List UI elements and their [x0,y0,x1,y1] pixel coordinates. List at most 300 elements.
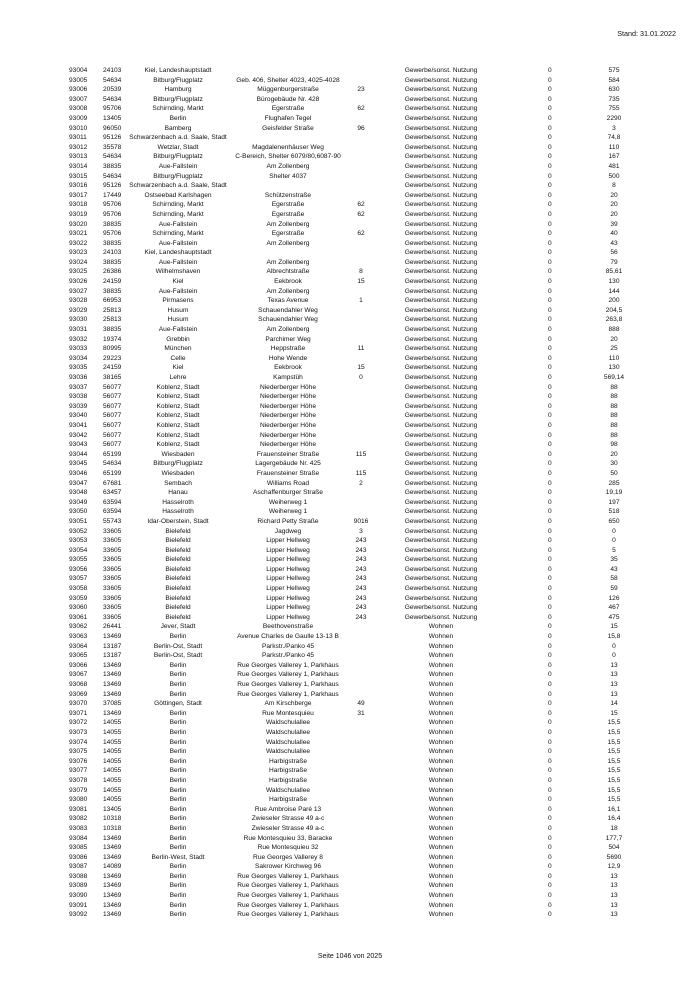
postal-code-cell: 38835 [103,287,122,295]
count-cell: 0 [548,249,552,257]
location-cell: Bielefeld [165,546,191,554]
table-row [0,632,700,642]
street-cell: Waldschulallee [265,728,311,736]
postal-code-cell: 33605 [103,604,122,612]
street-cell: Egerstraße [271,230,305,238]
table-row [0,143,700,153]
area-cell: 35 [610,556,618,564]
street-cell: Harbigstraße [268,767,308,775]
location-cell: Berlin [169,786,187,794]
postal-code-cell: 13469 [103,671,122,679]
house-number-cell: 49 [357,700,365,708]
count-cell: 0 [548,441,552,449]
house-number-cell: 9016 [353,517,369,525]
postal-code-cell: 10318 [103,824,122,832]
count-cell: 0 [548,786,552,794]
count-cell: 0 [548,537,552,545]
street-cell: Lipper Hellweg [266,565,310,573]
location-cell: Bielefeld [165,585,191,593]
street-cell: Am Kirschberge [264,700,312,708]
location-cell: Bitburg/Flugplatz [153,153,203,161]
street-cell: C-Bereich, Shelter 6079/80,6087-90 [235,153,341,161]
postal-code-cell: 38835 [103,220,122,228]
area-cell: 5 [612,546,616,554]
usage-type-cell: Gewerbe/sonst. Nutzung [404,124,478,132]
street-cell: Jagdweg [274,527,302,535]
house-number-cell: 243 [355,537,367,545]
area-cell: 15,5 [607,728,621,736]
usage-type-cell: Wohnen [428,748,454,756]
house-number-cell: 115 [355,450,367,458]
location-cell: Berlin [169,796,187,804]
usage-type-cell: Gewerbe/sonst. Nutzung [404,450,478,458]
postal-code-cell: 13469 [103,853,122,861]
usage-type-cell: Gewerbe/sonst. Nutzung [404,278,478,286]
street-cell: Rue Georges Vallerey 1, Parkhaus [237,882,339,890]
postal-code-cell: 13187 [103,652,122,660]
postal-code-cell: 14055 [103,796,122,804]
area-cell: 0 [612,537,616,545]
usage-type-cell: Gewerbe/sonst. Nutzung [404,114,478,122]
street-cell: Texas Avenue [267,297,309,305]
count-cell: 0 [548,239,552,247]
table-row [0,718,700,728]
location-cell: Bielefeld [165,527,191,535]
area-cell: 30 [610,460,618,468]
area-cell: 15,5 [607,719,621,727]
street-cell: Rue Montesquieu [262,709,314,717]
count-cell: 0 [548,210,552,218]
street-cell: Niederberger Höhe [259,431,317,439]
count-cell: 0 [548,105,552,113]
house-number-cell: 23 [357,86,365,94]
postal-code-cell: 14055 [103,748,122,756]
street-cell: Zwieseler Strasse 49 a-c [251,815,325,823]
location-cell: Bielefeld [165,565,191,573]
postal-code-cell: 13469 [103,901,122,909]
location-cell: Bitburg/Flugplatz [153,76,203,84]
street-cell: Am Zollenberg [266,287,310,295]
count-cell: 0 [548,863,552,871]
table-row [0,565,700,575]
postal-code-cell: 37085 [103,700,122,708]
location-cell: Hanau [168,489,188,497]
table-row [0,853,700,863]
location-cell: Bitburg/Flugplatz [153,95,203,103]
location-cell: Wilhelmshaven [155,268,201,276]
table-row [0,479,700,489]
street-cell: Lipper Hellweg [266,613,310,621]
usage-type-cell: Gewerbe/sonst. Nutzung [404,153,478,161]
property-id-cell: 93081 [69,805,88,813]
street-cell: Lipper Hellweg [266,585,310,593]
location-cell: Jever, Stadt [160,623,196,631]
property-id-cell: 93089 [69,882,88,890]
house-number-cell: 8 [359,268,363,276]
table-row [0,661,700,671]
usage-type-cell: Wohnen [428,757,454,765]
table-row [0,296,700,306]
street-cell: Rue Montesquieu 33, Baracke [243,834,333,842]
usage-type-cell: Gewerbe/sonst. Nutzung [404,335,478,343]
property-id-cell: 93080 [69,796,88,804]
postal-code-cell: 95126 [103,134,122,142]
area-cell: 110 [608,143,620,151]
usage-type-cell: Gewerbe/sonst. Nutzung [404,105,478,113]
location-cell: Idar-Oberstein, Stadt [147,517,209,525]
table-row [0,431,700,441]
area-cell: 43 [610,565,618,573]
property-id-cell: 93087 [69,863,88,871]
property-id-cell: 93029 [69,306,88,314]
count-cell: 0 [548,690,552,698]
count-cell: 0 [548,479,552,487]
table-row [0,85,700,95]
location-cell: Berlin [169,815,187,823]
postal-code-cell: 13405 [103,114,122,122]
house-number-cell: 3 [359,527,363,535]
postal-code-cell: 56077 [103,393,122,401]
property-id-cell: 93042 [69,431,88,439]
count-cell: 0 [548,278,552,286]
location-cell: Bielefeld [165,556,191,564]
area-cell: 15 [610,709,618,717]
location-cell: Bielefeld [165,537,191,545]
count-cell: 0 [548,844,552,852]
location-cell: Berlin [169,901,187,909]
area-cell: 126 [608,594,620,602]
street-cell: Müggenburgerstraße [257,86,319,94]
count-cell: 0 [548,796,552,804]
property-id-cell: 93026 [69,278,88,286]
location-cell: Koblenz, Stadt [156,393,200,401]
property-id-cell: 93041 [69,421,88,429]
table-row [0,344,700,354]
area-cell: 0 [612,527,616,535]
postal-code-cell: 33605 [103,613,122,621]
location-cell: Bielefeld [165,613,191,621]
street-cell: Beethovenstraße [262,623,314,631]
area-cell: 735 [608,95,620,103]
location-cell: Aue-Fallstein [158,258,198,266]
table-row [0,76,700,86]
location-cell: Kiel, Landeshauptstadt [144,67,212,74]
property-id-cell: 93007 [69,95,88,103]
usage-type-cell: Gewerbe/sonst. Nutzung [404,268,478,276]
property-id-cell: 93066 [69,661,88,669]
table-row [0,728,700,738]
table-row [0,95,700,105]
street-cell: Rue Georges Vallerey 1, Parkhaus [237,690,339,698]
area-cell: 575 [608,67,620,74]
usage-type-cell: Wohnen [428,767,454,775]
postal-code-cell: 55743 [103,517,122,525]
postal-code-cell: 80995 [103,345,122,353]
street-cell: Am Zollenberg [266,162,310,170]
table-row [0,239,700,249]
area-cell: 2290 [606,114,622,122]
usage-type-cell: Gewerbe/sonst. Nutzung [404,489,478,497]
property-id-cell: 93064 [69,642,88,650]
usage-type-cell: Wohnen [428,738,454,746]
count-cell: 0 [548,460,552,468]
location-cell: Berlin [169,892,187,900]
postal-code-cell: 13469 [103,690,122,698]
street-cell: Flughafen Tegel [264,114,312,122]
count-cell: 0 [548,383,552,391]
table-row [0,210,700,220]
count-cell: 0 [548,575,552,583]
property-id-cell: 93006 [69,86,88,94]
area-cell: 13 [610,661,618,669]
postal-code-cell: 13469 [103,882,122,890]
street-cell: Lipper Hellweg [266,604,310,612]
usage-type-cell: Gewerbe/sonst. Nutzung [404,508,478,516]
street-cell: Schützenstraße [264,191,312,199]
area-cell: 85,61 [605,268,623,276]
table-row [0,220,700,230]
property-id-cell: 93050 [69,508,88,516]
area-cell: 888 [608,326,620,334]
area-cell: 167 [608,153,620,161]
house-number-cell: 243 [355,575,367,583]
area-cell: 144 [608,287,620,295]
area-cell: 15,5 [607,796,621,804]
postal-code-cell: 14055 [103,757,122,765]
table-row [0,527,700,537]
location-cell: Husum [167,316,189,324]
property-id-cell: 93069 [69,690,88,698]
usage-type-cell: Gewerbe/sonst. Nutzung [404,594,478,602]
postal-code-cell: 65199 [103,469,122,477]
location-cell: Berlin [169,834,187,842]
location-cell: Kiel [172,278,184,286]
property-id-cell: 93032 [69,335,88,343]
table-row [0,325,700,335]
usage-type-cell: Wohnen [428,719,454,727]
property-id-cell: 93086 [69,853,88,861]
location-cell: Berlin [169,863,187,871]
street-cell: Harbigstraße [268,776,308,784]
usage-type-cell: Wohnen [428,623,454,631]
usage-type-cell: Gewerbe/sonst. Nutzung [404,441,478,449]
property-id-cell: 93027 [69,287,88,295]
usage-type-cell: Gewerbe/sonst. Nutzung [404,412,478,420]
house-number-cell: 62 [357,201,365,209]
count-cell: 0 [548,172,552,180]
postal-code-cell: 13405 [103,805,122,813]
table-row [0,354,700,364]
count-cell: 0 [548,306,552,314]
count-cell: 0 [548,527,552,535]
property-id-cell: 93085 [69,844,88,852]
postal-code-cell: 56077 [103,441,122,449]
count-cell: 0 [548,134,552,142]
street-cell: Niederberger Höhe [259,441,317,449]
property-id-cell: 93068 [69,681,88,688]
street-cell: Eekbrook [274,364,302,372]
house-number-cell: 62 [357,230,365,238]
street-cell: Richard Petty Straße [257,517,319,525]
location-cell: Schwarzenbach a.d. Saale, Stadt [129,182,227,190]
postal-code-cell: 95706 [103,201,122,209]
street-cell: Parchimer Weg [265,335,311,343]
location-cell: Berlin [169,671,187,679]
property-id-cell: 93059 [69,594,88,602]
table-row [0,66,700,76]
table-row [0,603,700,613]
count-cell: 0 [548,652,552,660]
usage-type-cell: Wohnen [428,892,454,900]
street-cell: Weiherweg 1 [268,498,308,506]
count-cell: 0 [548,767,552,775]
count-cell: 0 [548,604,552,612]
table-row [0,757,700,767]
table-row [0,229,700,239]
usage-type-cell: Wohnen [428,709,454,717]
area-cell: 110 [608,354,620,362]
postal-code-cell: 33605 [103,575,122,583]
location-cell: Berlin [169,824,187,832]
table-row [0,459,700,469]
count-cell: 0 [548,882,552,890]
usage-type-cell: Gewerbe/sonst. Nutzung [404,201,478,209]
location-cell: Koblenz, Stadt [156,383,200,391]
postal-code-cell: 25813 [103,306,122,314]
property-id-cell: 93073 [69,728,88,736]
location-cell: Berlin [169,748,187,756]
property-id-cell: 93004 [69,67,88,74]
area-cell: 518 [608,508,620,516]
table-row [0,642,700,652]
property-id-cell: 93057 [69,575,88,583]
street-cell: Niederberger Höhe [259,421,317,429]
count-cell: 0 [548,393,552,401]
usage-type-cell: Wohnen [428,805,454,813]
postal-code-cell: 33605 [103,594,122,602]
table-row [0,191,700,201]
area-cell: 15 [610,623,618,631]
location-cell: Koblenz, Stadt [156,402,200,410]
postal-code-cell: 33605 [103,556,122,564]
area-cell: 20 [610,210,618,218]
usage-type-cell: Gewerbe/sonst. Nutzung [404,220,478,228]
property-id-cell: 93063 [69,633,88,641]
house-number-cell: 15 [357,278,365,286]
usage-type-cell: Gewerbe/sonst. Nutzung [404,431,478,439]
street-cell: Zwieseler Strasse 49 a-c [251,824,325,832]
postal-code-cell: 66953 [103,297,122,305]
usage-type-cell: Gewerbe/sonst. Nutzung [404,287,478,295]
location-cell: Kiel [172,364,184,372]
count-cell: 0 [548,700,552,708]
area-cell: 13 [610,882,618,890]
property-id-cell: 93053 [69,537,88,545]
street-cell: Schauendahler Weg [258,306,318,314]
area-cell: 755 [608,105,620,113]
area-cell: 98 [610,441,618,449]
street-cell: Am Zollenberg [266,258,310,266]
table-row [0,421,700,431]
table-row [0,392,700,402]
postal-code-cell: 14055 [103,786,122,794]
postal-code-cell: 13469 [103,633,122,641]
location-cell: Aue-Fallstein [158,326,198,334]
usage-type-cell: Gewerbe/sonst. Nutzung [404,537,478,545]
location-cell: Berlin [169,690,187,698]
property-id-cell: 93021 [69,230,88,238]
count-cell: 0 [548,124,552,132]
street-cell: Kampstüh [273,374,303,381]
table-row [0,306,700,316]
location-cell: Lehre [169,374,187,381]
table-row [0,690,700,700]
area-cell: 20 [610,335,618,343]
property-id-cell: 93014 [69,162,88,170]
postal-code-cell: 26441 [103,623,122,631]
street-cell: Avenue Charles de Gaulle 13-13 B [237,633,339,641]
property-id-cell: 93077 [69,767,88,775]
area-cell: 88 [610,402,618,410]
area-cell: 15,5 [607,738,621,746]
property-id-cell: 93070 [69,700,88,708]
location-cell: Hamburg [164,86,192,94]
location-cell: Schirnding, Markt [152,230,204,238]
house-number-cell: 11 [357,345,365,353]
location-cell: Celle [170,354,186,362]
location-cell: Schwarzenbach a.d. Saale, Stadt [129,134,227,142]
property-id-cell: 93051 [69,517,88,525]
count-cell: 0 [548,153,552,161]
area-cell: 15,5 [607,757,621,765]
postal-code-cell: 33605 [103,527,122,535]
location-cell: Göttingen, Stadt [154,700,202,708]
postal-code-cell: 38835 [103,239,122,247]
table-row [0,517,700,527]
area-cell: 569,14 [603,374,625,381]
postal-code-cell: 95706 [103,105,122,113]
postal-code-cell: 54634 [103,76,122,84]
count-cell: 0 [548,671,552,679]
table-row [0,450,700,460]
usage-type-cell: Gewerbe/sonst. Nutzung [404,172,478,180]
postal-code-cell: 13469 [103,892,122,900]
table-row [0,824,700,834]
house-number-cell: 0 [359,374,363,381]
postal-code-cell: 56077 [103,383,122,391]
street-cell: Niederberger Höhe [259,393,317,401]
house-number-cell: 243 [355,613,367,621]
property-id-cell: 93033 [69,345,88,353]
street-cell: Rue Georges Vallerey 1, Parkhaus [237,901,339,909]
count-cell: 0 [548,431,552,439]
property-id-cell: 93040 [69,412,88,420]
count-cell: 0 [548,757,552,765]
postal-code-cell: 96050 [103,124,122,132]
usage-type-cell: Gewerbe/sonst. Nutzung [404,393,478,401]
usage-type-cell: Gewerbe/sonst. Nutzung [404,95,478,103]
postal-code-cell: 26386 [103,268,122,276]
table-row [0,162,700,172]
usage-type-cell: Gewerbe/sonst. Nutzung [404,182,478,190]
count-cell: 0 [548,402,552,410]
property-table [0,66,700,920]
property-id-cell: 93008 [69,105,88,113]
area-cell: 13 [610,671,618,679]
table-row [0,786,700,796]
area-cell: 14 [610,700,618,708]
postal-code-cell: 56077 [103,421,122,429]
